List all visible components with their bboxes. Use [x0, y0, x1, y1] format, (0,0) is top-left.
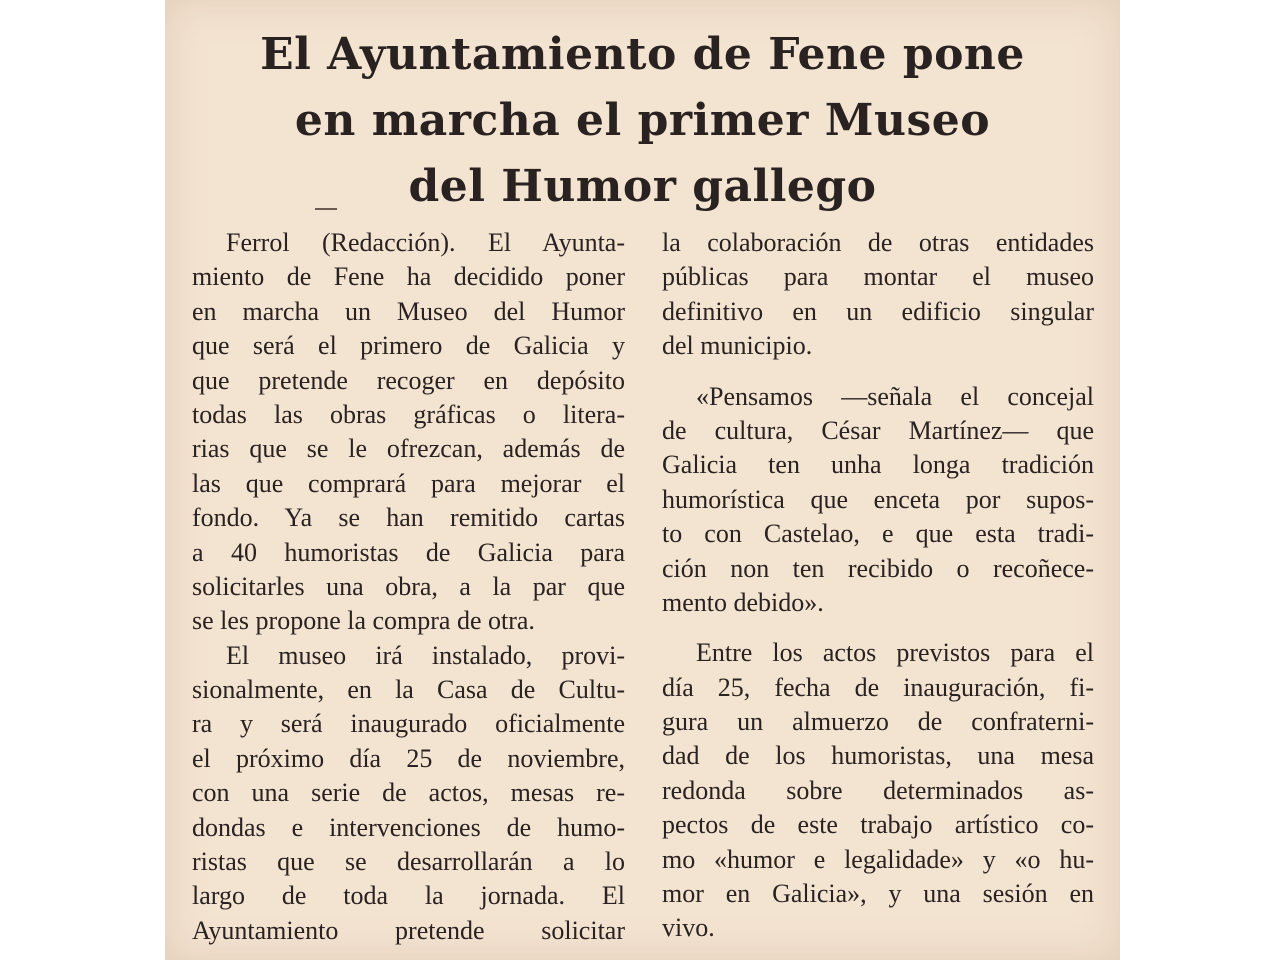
text-line: mo «humor e legalidade» y «o hu- [662, 844, 1094, 874]
headline-line: El Ayuntamiento de Fene pone [260, 29, 1025, 80]
text-line: dad de los humoristas, una mesa [662, 741, 1094, 771]
newspaper-clipping [165, 0, 1120, 960]
text-line: en marcha un Museo del Humor [192, 296, 625, 326]
text-line: pectos de este trabajo artístico co- [662, 810, 1094, 840]
headline-line: en marcha el primer Museo [294, 95, 991, 146]
text-line: dondas e intervenciones de humo- [192, 812, 625, 842]
headline-line: del Humor gallego [408, 161, 877, 212]
text-line: largo de toda la jornada. El [192, 881, 625, 911]
text-line: mento debido». [662, 587, 824, 617]
text-line: ra y será inaugurado oficialmente [192, 709, 625, 739]
text-line: rias que se le ofrezcan, además de [192, 434, 625, 464]
text-line: Ferrol (Redacción). El Ayunta- [226, 228, 625, 257]
text-line: Entre los actos previstos para el [696, 638, 1094, 668]
paragraph-gap [662, 620, 1094, 636]
text-line: del municipio. [662, 331, 813, 361]
text-line: to con Castelao, e que esta tradi- [662, 519, 1094, 549]
text-line: redonda sobre determinados as- [662, 775, 1094, 805]
text-line: «Pensamos —señala el concejal [696, 381, 1094, 411]
text-line: la colaboración de otras entidades [662, 228, 1094, 257]
text-line: públicas para montar el museo [662, 262, 1094, 292]
paragraph-gap [662, 364, 1094, 380]
text-line: que será el primero de Galicia y [192, 331, 625, 361]
text-line: a 40 humoristas de Galicia para [192, 537, 625, 567]
text-line: mor en Galicia», y una sesión en [662, 879, 1094, 909]
text-line: vivo. [662, 913, 715, 943]
text-line: se les propone la compra de otra. [192, 606, 535, 636]
text-line: humorística que enceta por supos- [662, 484, 1094, 514]
text-line: con una serie de actos, mesas re- [192, 778, 625, 808]
text-line: ristas que se desarrollarán a lo [192, 847, 625, 877]
text-line: sionalmente, en la Casa de Cultu- [192, 675, 625, 705]
text-line: Galicia ten unha longa tradición [662, 450, 1094, 480]
article-column-right [662, 226, 1094, 946]
text-line: de cultura, César Martínez— que [662, 415, 1094, 445]
text-line: las que comprará para mejorar el [192, 468, 625, 498]
text-line: gura un almuerzo de confraterni- [662, 707, 1094, 737]
text-line: Ayuntamiento pretende solicitar [192, 915, 625, 945]
text-line: ción non ten recibido o recoñece- [662, 553, 1094, 583]
separator-dash [315, 208, 337, 210]
text-line: miento de Fene ha decidido poner [192, 262, 625, 292]
article-headline [165, 22, 1120, 220]
text-line: el próximo día 25 de noviembre, [192, 743, 625, 773]
text-line: solicitarles una obra, a la par que [192, 571, 625, 601]
text-line: día 25, fecha de inauguración, fi- [662, 672, 1094, 702]
text-line: todas las obras gráficas o litera- [192, 399, 625, 429]
text-line: fondo. Ya se han remitido cartas [192, 503, 625, 533]
article-column-left [192, 226, 625, 948]
text-line: definitivo en un edificio singular [662, 296, 1094, 326]
text-line: que pretende recoger en depósito [192, 365, 625, 395]
text-line: El museo irá instalado, provi- [226, 640, 625, 670]
